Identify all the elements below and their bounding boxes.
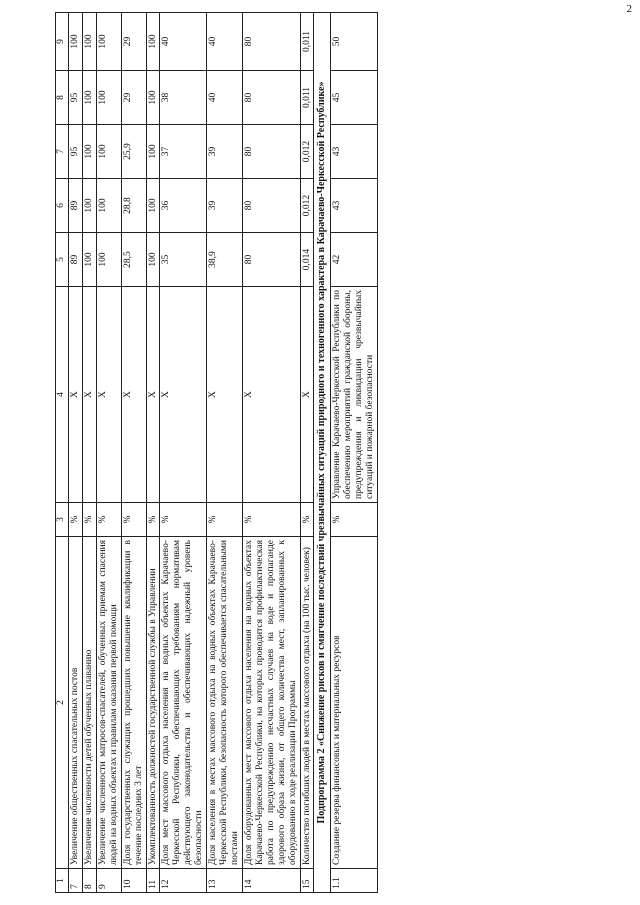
value-cell: 0,012 (300, 125, 314, 179)
value-cell: 100 (96, 71, 121, 125)
col-header: 6 (56, 179, 69, 233)
row-number: 15 (300, 869, 314, 893)
unit-cell: % (300, 503, 314, 537)
row-number: 11 (146, 869, 160, 893)
indicators-table (55, 12, 378, 893)
table-row (146, 13, 160, 893)
header-row (56, 13, 69, 893)
col-header: 9 (56, 13, 69, 71)
value-cell: 80 (242, 179, 300, 233)
rotated-page-content (55, 13, 640, 893)
row-number: 1.1 (330, 869, 377, 893)
value-cell: 0,011 (300, 71, 314, 125)
value-cell: 100 (82, 179, 96, 233)
responsible-cell: X (121, 287, 146, 503)
unit-cell: % (207, 503, 243, 537)
unit-cell: % (96, 503, 121, 537)
value-cell: 40 (207, 13, 243, 71)
value-cell: 100 (96, 233, 121, 287)
table-row (300, 13, 314, 893)
value-cell: 0,012 (300, 179, 314, 233)
table-row (121, 13, 146, 893)
unit-cell: % (82, 503, 96, 537)
value-cell: 95 (69, 125, 83, 179)
value-cell: 35 (160, 233, 207, 287)
table-row (330, 13, 377, 893)
value-cell: 80 (242, 13, 300, 71)
value-cell: 39 (207, 179, 243, 233)
indicator-name: Увеличение численности детей обученных плаванию (82, 537, 96, 869)
value-cell: 39 (207, 125, 243, 179)
subprogram-row (314, 13, 331, 893)
value-cell: 100 (82, 233, 96, 287)
value-cell: 100 (96, 125, 121, 179)
responsible-cell: X (300, 287, 314, 503)
table-row (160, 13, 207, 893)
value-cell: 45 (330, 71, 377, 125)
value-cell: 38,9 (207, 233, 243, 287)
responsible-cell: X (242, 287, 300, 503)
unit-cell: % (160, 503, 207, 537)
subprogram-title: Подпрограмма 2 «Снижение рисков и смягчение последствий чрезвычайных ситуаций природного и техногенного характера в Карачаево-Черкесской Республике» (314, 13, 331, 893)
col-header: 4 (56, 287, 69, 503)
value-cell: 100 (96, 179, 121, 233)
value-cell: 0,014 (300, 233, 314, 287)
value-cell: 100 (82, 125, 96, 179)
value-cell: 89 (69, 179, 83, 233)
responsible-cell: X (160, 287, 207, 503)
row-number: 14 (242, 869, 300, 893)
value-cell: 38 (160, 71, 207, 125)
value-cell: 100 (146, 71, 160, 125)
value-cell: 80 (242, 233, 300, 287)
page-number: 2 (626, 3, 632, 15)
indicator-name: Увеличение численности матросов-спасателей, обученных приемам спасения людей на водных объектах и правилам оказания первой помощи (96, 537, 121, 869)
row-number: 13 (207, 869, 243, 893)
col-header: 5 (56, 233, 69, 287)
col-header: 3 (56, 503, 69, 537)
indicator-name: Доля оборудованных мест массового отдыха населения на водных объектах Карачаево-Черкесской Республики, на которых проводится профилактическая работа по предупреждению несчастных случаев на воде и пропаганде здорового образа жизни, от общего количества мест, запланированных к оборудованию в ходе реализации Программы (242, 537, 300, 869)
indicator-name: Доля населения в местах массового отдыха на водных объектах Карачаево-Черкесской Республики, безопасность которого обеспечивается спасательными постами (207, 537, 243, 869)
value-cell: 28,8 (121, 179, 146, 233)
table-row (207, 13, 243, 893)
value-cell: 28,5 (121, 233, 146, 287)
row-number: 8 (82, 869, 96, 893)
unit-cell: % (121, 503, 146, 537)
value-cell: 100 (146, 125, 160, 179)
row-number: 7 (69, 869, 83, 893)
unit-cell: % (146, 503, 160, 537)
value-cell: 42 (330, 233, 377, 287)
value-cell: 100 (146, 13, 160, 71)
value-cell: 29 (121, 71, 146, 125)
unit-cell: % (242, 503, 300, 537)
unit-cell: % (69, 503, 83, 537)
responsible-cell: X (69, 287, 83, 503)
responsible-cell: Управление Карачаево-Черкесской Республики по обеспечению мероприятий гражданской обороны, предупреждения и ликвидации чрезвычайных ситуаций и пожарной безопасности (330, 287, 377, 503)
indicator-name: Доля мест массового отдыха населения на водных объектах Карачаево-Черкесской Республики, обеспечивающих требованиям нормативам действующего законодательства и обеспечивающих надежный уровень безопасности (160, 537, 207, 869)
value-cell: 100 (82, 13, 96, 71)
value-cell: 50 (330, 13, 377, 71)
table-row (96, 13, 121, 893)
responsible-cell: X (96, 287, 121, 503)
value-cell: 37 (160, 125, 207, 179)
value-cell: 100 (82, 71, 96, 125)
value-cell: 95 (69, 71, 83, 125)
responsible-cell: X (207, 287, 243, 503)
col-header: 1 (56, 869, 69, 893)
responsible-cell: X (82, 287, 96, 503)
table-row (69, 13, 83, 893)
col-header: 2 (56, 537, 69, 869)
value-cell: 40 (160, 13, 207, 71)
col-header: 7 (56, 125, 69, 179)
value-cell: 36 (160, 179, 207, 233)
indicator-name: Доля государственных служащих прошедших повышение квалификации в течение последних 3 лет (121, 537, 146, 869)
indicator-name: Создание резерва финансовых и материальных ресурсов (330, 537, 377, 869)
value-cell: 80 (242, 71, 300, 125)
unit-cell: % (330, 503, 377, 537)
value-cell: 43 (330, 125, 377, 179)
indicator-name: Укомплектованность должностей государственной службы в Управлении (146, 537, 160, 869)
value-cell: 0,011 (300, 13, 314, 71)
value-cell: 25,9 (121, 125, 146, 179)
row-number: 10 (121, 869, 146, 893)
table-row (242, 13, 300, 893)
value-cell: 100 (69, 13, 83, 71)
indicator-name: Количество погибших людей в местах массового отдыха (на 100 тыс. человек) (300, 537, 314, 869)
table-row (82, 13, 96, 893)
value-cell: 100 (146, 179, 160, 233)
value-cell: 40 (207, 71, 243, 125)
value-cell: 29 (121, 13, 146, 71)
row-number: 12 (160, 869, 207, 893)
value-cell: 100 (96, 13, 121, 71)
value-cell: 89 (69, 233, 83, 287)
value-cell: 100 (146, 233, 160, 287)
value-cell: 80 (242, 125, 300, 179)
indicator-name: Увеличение общественных спасательных постов (69, 537, 83, 869)
row-number: 9 (96, 869, 121, 893)
col-header: 8 (56, 71, 69, 125)
responsible-cell: X (146, 287, 160, 503)
value-cell: 43 (330, 179, 377, 233)
